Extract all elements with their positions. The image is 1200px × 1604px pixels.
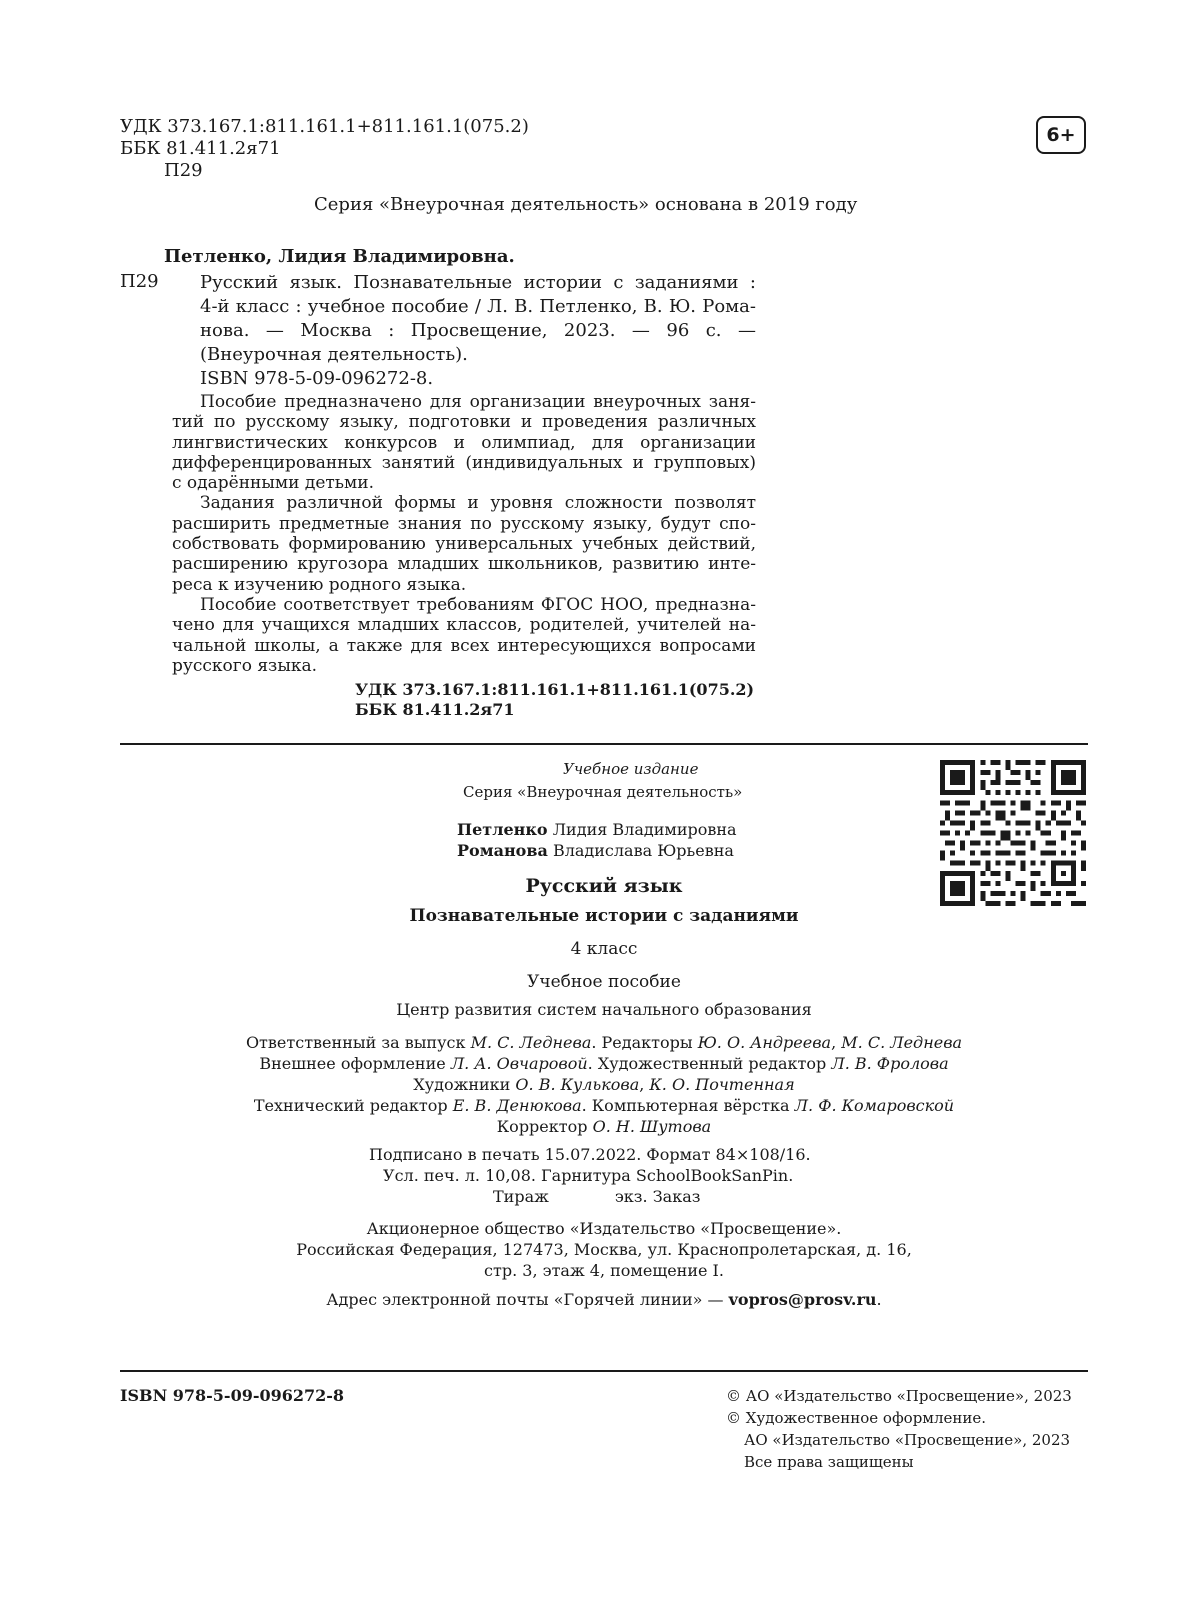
author-2-name: Владислава Юрьевна	[552, 841, 734, 860]
imprint-book-type: Учебное пособие	[527, 972, 681, 992]
biblio-description	[200, 271, 756, 391]
biblio-line: 4-й класс : учебное пособие / Л. В. Петленко, В. Ю. Рома-	[200, 296, 756, 317]
annotation-line: тий по русскому языку, подготовки и проведения различных	[172, 412, 756, 433]
annotation-line: дифференцированных занятий (индивидуальных и групповых)	[172, 452, 756, 473]
series-note: Серия «Внеурочная деятельность» основана в 2019 году	[314, 194, 858, 215]
divider-top	[120, 743, 1088, 745]
annotation	[172, 392, 756, 676]
edition-type: Учебное издание	[563, 760, 699, 778]
author-2-lastname: Романова	[457, 841, 548, 860]
copyright-line-2: © Художественное оформление.	[726, 1409, 987, 1427]
copyright-line-4: Все права защищены	[744, 1453, 914, 1471]
imprint-subtitle: Познавательные истории с заданиями	[409, 906, 799, 926]
biblio-line: нова. — Москва : Просвещение, 2023. — 96 с. —	[200, 320, 756, 341]
annotation-line: лингвистических конкурсов и олимпиад, для организации	[172, 432, 756, 453]
copyright-line-1: © АО «Издательство «Просвещение», 2023	[726, 1387, 1072, 1405]
biblio-line: (Внеурочная деятельность).	[200, 344, 468, 365]
imprint-author-1	[457, 820, 737, 840]
staff-line-1: Ответственный за выпуск М. С. Леднева. Редакторы Ю. О. Андреева, М. С. Леднева	[245, 1033, 963, 1052]
print-info	[369, 1144, 811, 1207]
annotation-line: реса к изучению родного языка.	[172, 574, 467, 595]
udk-header: УДК 373.167.1:811.161.1+811.161.1(075.2)	[120, 116, 529, 137]
annotation-line: собствовать формированию универсальных учебных действий,	[172, 534, 756, 555]
imprint-title: Русский язык	[525, 875, 683, 897]
staff-line-4: Технический редактор Е. В. Денюкова. Компьютерная вёрстка Л. Ф. Комаровской	[253, 1096, 955, 1115]
email-link[interactable]: vopros@prosv.ru	[728, 1290, 877, 1309]
annotation-line: Пособие соответствует требованиям ФГОС НОО, предназна-	[200, 594, 756, 615]
print-line-3: Тираж экз. Заказ	[493, 1187, 701, 1206]
bbk-header: ББК 81.411.2я71	[120, 138, 281, 159]
staff-line-3: Художники О. В. Кулькова, К. О. Почтенная	[413, 1075, 795, 1094]
publisher-info	[154, 1218, 1054, 1281]
staff-line-2: Внешнее оформление Л. А. Овчаровой. Художественный редактор Л. В. Фролова	[259, 1054, 949, 1073]
annotation-line: расширить предметные знания по русскому языку, будут спо-	[172, 513, 756, 534]
imprint-author-2	[457, 841, 734, 861]
copyright-block	[726, 1385, 1072, 1473]
author-1-name: Лидия Владимировна	[552, 820, 737, 839]
annotation-line: русского языка.	[172, 655, 318, 676]
author-sign-header: П29	[164, 160, 203, 181]
imprint-series: Серия «Внеурочная деятельность»	[463, 783, 743, 801]
publisher-line-1: Акционерное общество «Издательство «Просвещение».	[366, 1219, 842, 1238]
hotline-email: Адрес электронной почты «Горячей линии» — vopros@prosv.ru.	[326, 1290, 882, 1309]
qr-code	[940, 760, 1086, 906]
staff-line-5: Корректор О. Н. Шутова	[496, 1117, 712, 1136]
footer-isbn: ISBN 978-5-09-096272-8	[120, 1386, 345, 1405]
author-1-lastname: Петленко	[457, 820, 548, 839]
age-rating-badge: 6+	[1036, 116, 1086, 154]
publisher-line-2: Российская Федерация, 127473, Москва, ул. Краснопролетарская, д. 16,	[296, 1240, 912, 1259]
biblio-line: Русский язык. Познавательные истории с заданиями :	[200, 272, 756, 293]
imprint-staff	[154, 1032, 1054, 1137]
copyright-line-3: АО «Издательство «Просвещение», 2023	[744, 1431, 1071, 1449]
annotation-line: с одарёнными детьми.	[172, 473, 374, 494]
imprint-center: Центр развития систем начального образования	[396, 1000, 812, 1019]
publisher-line-3: стр. 3, этаж 4, помещение I.	[484, 1261, 724, 1280]
annotation-line: Задания различной формы и уровня сложности позволят	[200, 493, 756, 514]
annotation-line: расширению кругозора младших школьников, развитию инте-	[172, 554, 756, 575]
print-line-2: Усл. печ. л. 10,08. Гарнитура SchoolBookSanPin.	[383, 1166, 794, 1185]
annotation-bbk: ББК 81.411.2я71	[355, 700, 515, 719]
divider-bottom	[120, 1370, 1088, 1372]
imprint-grade: 4 класс	[570, 939, 638, 959]
biblio-isbn: ISBN 978-5-09-096272-8.	[200, 368, 434, 389]
annotation-line: чальной школы, а также для всех интересующихся вопросами	[172, 635, 756, 656]
annotation-line: чено для учащихся младших классов, родителей, учителей на-	[172, 615, 756, 636]
biblio-author: Петленко, Лидия Владимировна.	[164, 246, 515, 267]
biblio-sign: П29	[120, 271, 159, 292]
print-line-1: Подписано в печать 15.07.2022. Формат 84×108/16.	[369, 1145, 811, 1164]
annotation-udk: УДК 373.167.1:811.161.1+811.161.1(075.2)	[355, 680, 755, 699]
annotation-line: Пособие предназначено для организации внеурочных заня-	[200, 392, 756, 412]
